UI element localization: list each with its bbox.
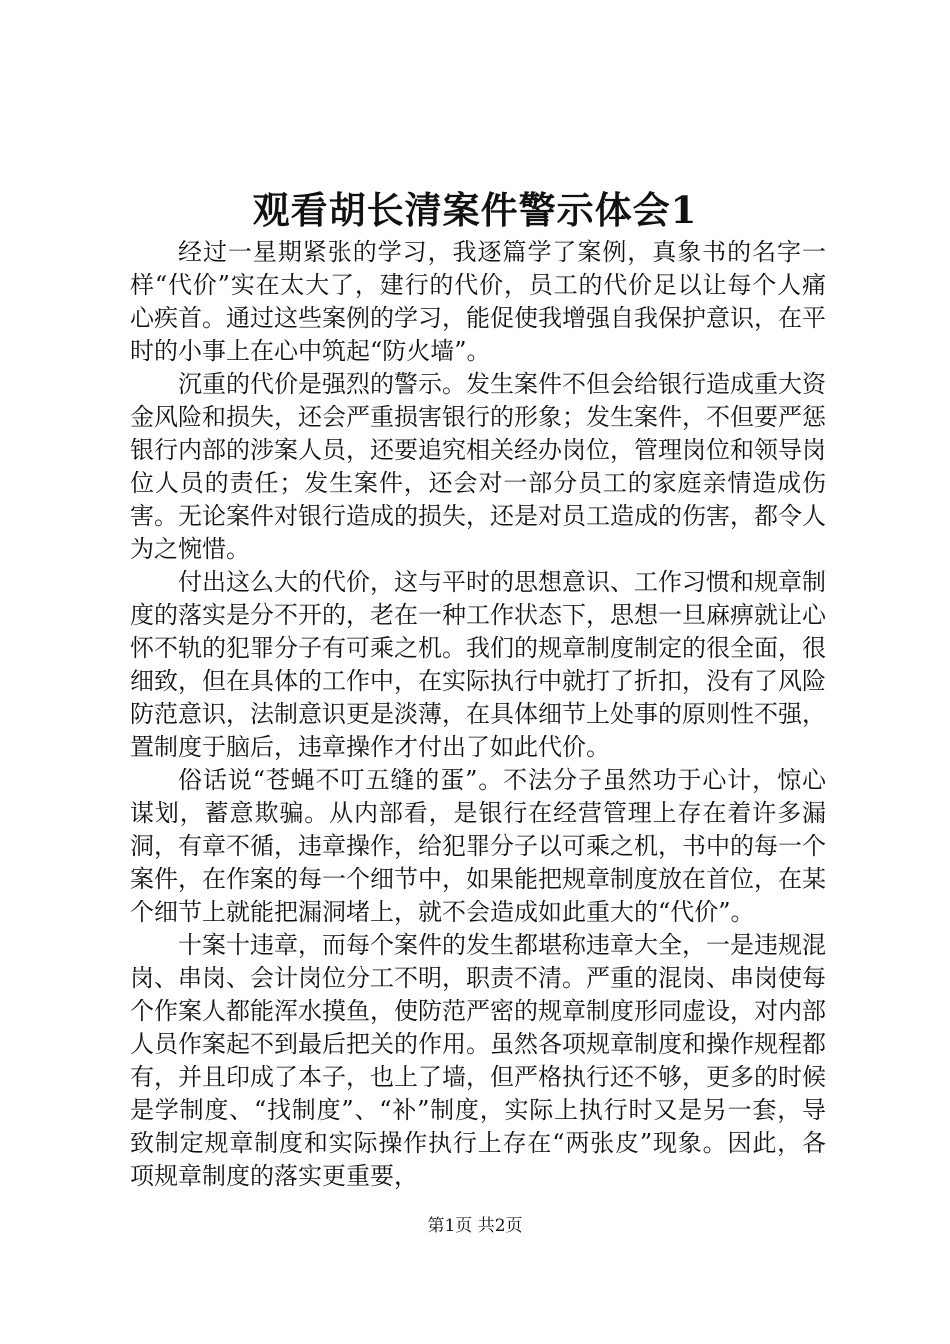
paragraph-1: 经过一星期紧张的学习，我逐篇学了案例，真象书的名字一样“代价”实在太大了，建行的代价，员工的代价足以让每个人痛心疾首。通过这些案例的学习，能促使我增强自我保护意识，在平时的小事上在心中筑起“防火墙”。 xyxy=(130,238,826,365)
document-body xyxy=(130,236,826,1193)
paragraph-4: 俗话说“苍蝇不叮五缝的蛋”。不法分子虽然功于心计，惊心谋划，蓄意欺骗。从内部看，是银行在经营管理上存在着许多漏洞，有章不循，违章操作，给犯罪分子以可乘之机，书中的每一个案件，在作案的每一个细节中，如果能把规章制度放在首位，在某个细节上就能把漏洞堵上，就不会造成如此重大的“代价”。 xyxy=(130,766,826,926)
paragraph-3: 付出这么大的代价，这与平时的思想意识、工作习惯和规章制度的落实是分不开的，老在一种工作状态下，思想一旦麻痹就让心怀不轨的犯罪分子有可乘之机。我们的规章制度制定的很全面，很细致，但在具体的工作中，在实际执行中就打了折扣，没有了风险防范意识，法制意识更是淡薄，在具体细节上处事的原则性不强，置制度于脑后，违章操作才付出了如此代价。 xyxy=(130,568,826,761)
document-title: 观看胡长清案件警示体会1 xyxy=(252,188,698,232)
page-number: 第1页 xyxy=(427,1216,473,1236)
paragraph-2: 沉重的代价是强烈的警示。发生案件不但会给银行造成重大资金风险和损失，还会严重损害银行的形象；发生案件，不但要严惩银行内部的涉案人员，还要追究相关经办岗位，管理岗位和领导岗位人员的责任；发生案件，还会对一部分员工的家庭亲情造成伤害。无论案件对银行造成的损失，还是对员工造成的伤害，都令人为之惋惜。 xyxy=(130,370,826,563)
page-total: 共2页 xyxy=(477,1216,523,1236)
paragraph-5: 十案十违章，而每个案件的发生都堪称违章大全，一是违规混岗、串岗、会计岗位分工不明，职责不清。严重的混岗、串岗使每个作案人都能浑水摸鱼，使防范严密的规章制度形同虚设，对内部人员作案起不到最后把关的作用。虽然各项规章制度和操作规程都有，并且印成了本子，也上了墙，但严格执行还不够，更多的时候是学制度、“找制度”、“补”制度，实际上执行时又是另一套，导致制定规章制度和实际操作执行上存在“两张皮”现象。因此，各项规章制度的落实更重要， xyxy=(130,931,826,1190)
page-footer xyxy=(0,1214,950,1238)
